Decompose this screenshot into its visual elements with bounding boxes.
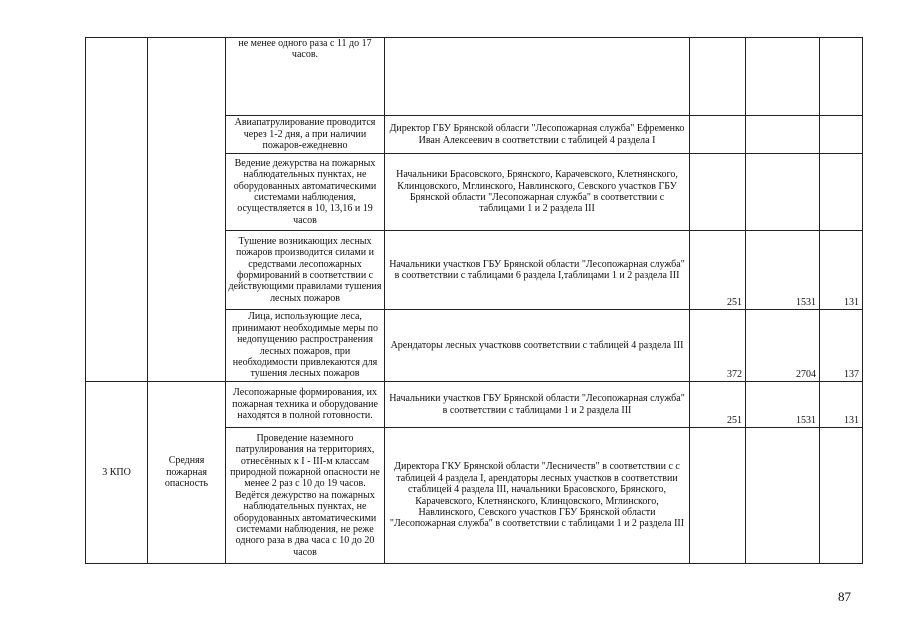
class-label-cell: 3 КПО — [86, 382, 148, 564]
measure-cell: Лица, использующие леса, принимают необходимые меры по недопущению распространения лесных пожаров, при необходимости привлекаются для тушения лесных пожаров — [226, 310, 385, 382]
responsible-cell: Арендаторы лесных участковв соответствии с таблицей 4 раздела III — [385, 310, 690, 382]
value-cell-3: 137 — [820, 310, 863, 382]
value-cell-1 — [690, 154, 746, 231]
responsible-cell: Начальники участков ГБУ Брянской области "Лесопожарная служба" в соответствии с таблицами 6 раздела I,таблицами 1 и 2 раздела III — [385, 231, 690, 310]
table-row — [86, 382, 863, 428]
value-cell-3: 131 — [820, 231, 863, 310]
fire-measures-table — [85, 37, 863, 564]
value-cell-1: 251 — [690, 382, 746, 428]
value-cell-3: 131 — [820, 382, 863, 428]
value-cell-2: 1531 — [746, 382, 820, 428]
value-cell-1: 372 — [690, 310, 746, 382]
class-cell-1 — [86, 38, 148, 382]
table-row — [86, 38, 863, 116]
value-cell-2: 2704 — [746, 310, 820, 382]
measure-cell: Проведение наземного патрулирования на территориях, отнесённых к I - III-м классам природной пожарной опасности не менее 2 раз с 10 до 19 часов. Ведётся дежурство на пожарных наблюдательных пунктах, не оборудованных автоматическими системами наблюдения, не реже одного раза в два часа с 10 до 20 часов — [226, 428, 385, 564]
value-cell-1 — [690, 38, 746, 116]
responsible-cell — [385, 38, 690, 116]
value-cell-2 — [746, 428, 820, 564]
measure-cell: Лесопожарные формирования, их пожарная техника и оборудование находятся в полной готовности. — [226, 382, 385, 428]
value-cell-3 — [820, 154, 863, 231]
value-cell-3 — [820, 38, 863, 116]
value-cell-1 — [690, 116, 746, 154]
value-cell-1 — [690, 428, 746, 564]
value-cell-2 — [746, 154, 820, 231]
responsible-cell: Начальники Брасовского, Брянского, Карачевского, Клетнянского, Клинцовского, Мглинского, Навлинского, Севского участков ГБУ Брянской области "Лесопожарная служба" в соответствии с таблицами 1 и 2 раздела III — [385, 154, 690, 231]
value-cell-3 — [820, 428, 863, 564]
measure-cell: Тушение возникающих лесных пожаров производится силами и средствами лесопожарных формирований в соответствии с действующими правилами тушения лесных пожаров — [226, 231, 385, 310]
page-number: 87 — [838, 589, 851, 604]
value-cell-3 — [820, 116, 863, 154]
responsible-cell: Директора ГКУ Брянской области "Лесничеств" в соответствии с с таблицей 4 раздела I, арендаторы лесных участков в соответствии стаблицей 4 раздела III, начальники Брасовского, Брянского, Карачевского, Клетнянского, Клинцовского, Мглинского, Навлинского, Севского участков ГБУ Брянской области "Лесопожарная служба" в соответствии с таблицами 1 и 2 раздела III — [385, 428, 690, 564]
value-cell-2 — [746, 38, 820, 116]
danger-label-cell: Средняя пожарная опасность — [148, 382, 226, 564]
measure-cell: Авиапатрулирование проводится через 1-2 дня, а при наличии пожаров-ежедневно — [226, 116, 385, 154]
measure-cell: Ведение дежурства на пожарных наблюдательных пунктах, не оборудованных автоматическими системами наблюдения, осуществляется в 10, 13,16 и 19 часов — [226, 154, 385, 231]
value-cell-2: 1531 — [746, 231, 820, 310]
value-cell-1: 251 — [690, 231, 746, 310]
measure-cell: не менее одного раза с 11 до 17 часов. — [226, 38, 385, 116]
danger-cell-1 — [148, 38, 226, 382]
responsible-cell: Директор ГБУ Брянской обласги "Лесопожарная служба" Ефременко Иван Алексеевич в соответствии с таблицей 4 раздела I — [385, 116, 690, 154]
responsible-cell: Начальники участков ГБУ Брянской области "Лесопожарная служба" в соответствии с таблицами 1 и 2 раздела III — [385, 382, 690, 428]
value-cell-2 — [746, 116, 820, 154]
